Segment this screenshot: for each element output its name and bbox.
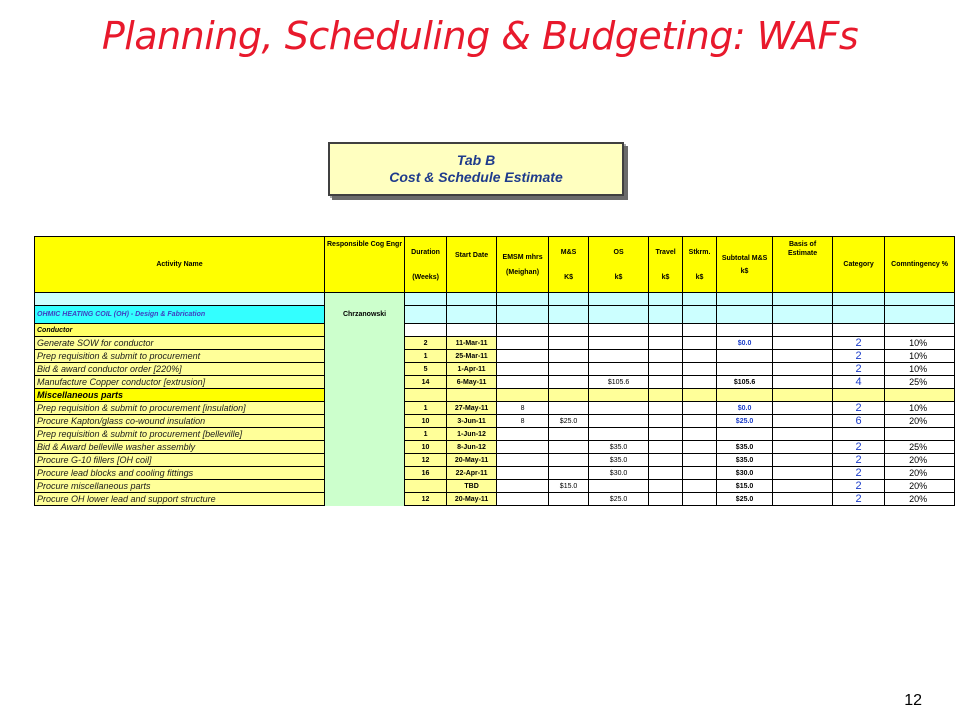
category-cell: 2 xyxy=(833,402,885,415)
travel-cell xyxy=(649,467,683,480)
ms-cell xyxy=(549,402,589,415)
cog-cell xyxy=(325,454,405,467)
start-date-cell: 1-Jun-12 xyxy=(447,428,497,441)
header-cog: Responsible Cog Engr xyxy=(325,237,405,293)
ms-cell xyxy=(549,363,589,376)
ms-cell xyxy=(549,350,589,363)
contingency-cell: 25% xyxy=(885,441,955,454)
contingency-cell: 10% xyxy=(885,402,955,415)
duration-cell xyxy=(405,480,447,493)
header-travel: Travel k$ xyxy=(649,237,683,293)
duration-cell: 5 xyxy=(405,363,447,376)
start-date-cell: 11-Mar-11 xyxy=(447,337,497,350)
stkrm-cell xyxy=(683,376,717,389)
slide-title: Planning, Scheduling & Budgeting: WAFs xyxy=(101,14,859,58)
activity-cell: Manufacture Copper conductor [extrusion] xyxy=(35,376,325,389)
os-cell: $35.0 xyxy=(589,454,649,467)
subtotal-cell: $105.6 xyxy=(717,376,773,389)
activity-cell: Prep requisition & submit to procurement [belleville] xyxy=(35,428,325,441)
start-date-cell: 8-Jun-12 xyxy=(447,441,497,454)
basis-cell xyxy=(773,376,833,389)
basis-cell xyxy=(773,402,833,415)
stkrm-cell xyxy=(683,454,717,467)
duration-cell: 14 xyxy=(405,376,447,389)
tab-b-callout xyxy=(328,142,624,196)
contingency-cell: 20% xyxy=(885,415,955,428)
emsm-cell xyxy=(497,493,549,506)
category-cell: 6 xyxy=(833,415,885,428)
subtotal-cell xyxy=(717,363,773,376)
category-cell xyxy=(833,428,885,441)
subtotal-cell xyxy=(717,428,773,441)
duration-cell: 10 xyxy=(405,441,447,454)
basis-cell xyxy=(773,428,833,441)
basis-cell xyxy=(773,454,833,467)
activity-cell: Procure OH lower lead and support structure xyxy=(35,493,325,506)
cog-cell xyxy=(325,493,405,506)
header-category: Category xyxy=(833,237,885,293)
contingency-cell: 20% xyxy=(885,467,955,480)
ms-cell xyxy=(549,454,589,467)
basis-cell xyxy=(773,415,833,428)
category-cell: 2 xyxy=(833,467,885,480)
header-stkrm: Stkrm. k$ xyxy=(683,237,717,293)
cog-cell xyxy=(325,467,405,480)
category-cell: 2 xyxy=(833,480,885,493)
contingency-cell xyxy=(885,428,955,441)
ms-cell xyxy=(549,337,589,350)
contingency-cell: 10% xyxy=(885,363,955,376)
page-number: 12 xyxy=(904,692,922,709)
duration-cell: 2 xyxy=(405,337,447,350)
stkrm-cell xyxy=(683,337,717,350)
travel-cell xyxy=(649,337,683,350)
activity-cell: Procure miscellaneous parts xyxy=(35,480,325,493)
travel-cell xyxy=(649,376,683,389)
os-cell: $35.0 xyxy=(589,441,649,454)
table-row xyxy=(35,337,955,350)
contingency-cell: 10% xyxy=(885,350,955,363)
stkrm-cell xyxy=(683,480,717,493)
start-date-cell: 20-May-11 xyxy=(447,454,497,467)
emsm-cell xyxy=(497,441,549,454)
os-cell xyxy=(589,363,649,376)
start-date-cell: 6-May-11 xyxy=(447,376,497,389)
ms-cell: $25.0 xyxy=(549,415,589,428)
table-row xyxy=(35,363,955,376)
section-conductor xyxy=(35,324,955,337)
basis-cell xyxy=(773,480,833,493)
subtotal-cell: $35.0 xyxy=(717,454,773,467)
os-cell xyxy=(589,350,649,363)
os-cell: $30.0 xyxy=(589,467,649,480)
header-basis: Basis of Estimate xyxy=(773,237,833,293)
os-cell: $105.6 xyxy=(589,376,649,389)
contingency-cell: 25% xyxy=(885,376,955,389)
ms-cell xyxy=(549,441,589,454)
spacer-row xyxy=(35,293,955,306)
cog-cell xyxy=(325,350,405,363)
os-cell: $25.0 xyxy=(589,493,649,506)
section-misc xyxy=(35,389,955,402)
emsm-cell: 8 xyxy=(497,402,549,415)
ms-cell xyxy=(549,467,589,480)
cog-cell xyxy=(325,480,405,493)
callout-line2: Cost & Schedule Estimate xyxy=(389,169,563,185)
duration-cell: 1 xyxy=(405,350,447,363)
os-cell xyxy=(589,415,649,428)
stkrm-cell xyxy=(683,350,717,363)
header-activity: Activity Name xyxy=(35,237,325,293)
travel-cell xyxy=(649,415,683,428)
travel-cell xyxy=(649,428,683,441)
emsm-cell xyxy=(497,350,549,363)
project-row xyxy=(35,306,955,324)
os-cell xyxy=(589,337,649,350)
ms-cell: $15.0 xyxy=(549,480,589,493)
subtotal-cell xyxy=(717,350,773,363)
start-date-cell: 20-May-11 xyxy=(447,493,497,506)
start-date-cell: 1-Apr-11 xyxy=(447,363,497,376)
activity-cell: Generate SOW for conductor xyxy=(35,337,325,350)
travel-cell xyxy=(649,402,683,415)
header-contingency: Comntingency % xyxy=(885,237,955,293)
emsm-cell xyxy=(497,337,549,350)
os-cell xyxy=(589,480,649,493)
emsm-cell xyxy=(497,467,549,480)
table-row xyxy=(35,480,955,493)
activity-cell: Prep requisition & submit to procurement xyxy=(35,350,325,363)
cog-cell xyxy=(325,415,405,428)
stkrm-cell xyxy=(683,415,717,428)
duration-cell: 1 xyxy=(405,428,447,441)
table-row xyxy=(35,428,955,441)
subtotal-cell: $0.0 xyxy=(717,402,773,415)
cog-cell xyxy=(325,337,405,350)
contingency-cell: 10% xyxy=(885,337,955,350)
basis-cell xyxy=(773,493,833,506)
duration-cell: 12 xyxy=(405,454,447,467)
start-date-cell: 27-May-11 xyxy=(447,402,497,415)
table-row xyxy=(35,376,955,389)
travel-cell xyxy=(649,350,683,363)
cog-cell xyxy=(325,441,405,454)
category-cell: 2 xyxy=(833,441,885,454)
table-row xyxy=(35,454,955,467)
emsm-cell xyxy=(497,376,549,389)
table-row xyxy=(35,415,955,428)
travel-cell xyxy=(649,493,683,506)
header-duration: Duration (Weeks) xyxy=(405,237,447,293)
travel-cell xyxy=(649,480,683,493)
duration-cell: 16 xyxy=(405,467,447,480)
header-os: OS k$ xyxy=(589,237,649,293)
start-date-cell: TBD xyxy=(447,480,497,493)
category-cell: 2 xyxy=(833,337,885,350)
stkrm-cell xyxy=(683,363,717,376)
os-cell xyxy=(589,402,649,415)
basis-cell xyxy=(773,350,833,363)
activity-cell: Bid & Award belleville washer assembly xyxy=(35,441,325,454)
cog-cell xyxy=(325,376,405,389)
subtotal-cell: $35.0 xyxy=(717,441,773,454)
cog-cell xyxy=(325,363,405,376)
duration-cell: 10 xyxy=(405,415,447,428)
subtotal-cell: $25.0 xyxy=(717,493,773,506)
header-row xyxy=(35,237,955,293)
table-row xyxy=(35,402,955,415)
ms-cell xyxy=(549,493,589,506)
basis-cell xyxy=(773,441,833,454)
header-subtotal: Subtotal M&S k$ xyxy=(717,237,773,293)
stkrm-cell xyxy=(683,467,717,480)
header-ms: M&S K$ xyxy=(549,237,589,293)
stkrm-cell xyxy=(683,428,717,441)
ms-cell xyxy=(549,428,589,441)
travel-cell xyxy=(649,363,683,376)
category-cell: 2 xyxy=(833,493,885,506)
subtotal-cell: $0.0 xyxy=(717,337,773,350)
subtotal-cell: $30.0 xyxy=(717,467,773,480)
stkrm-cell xyxy=(683,493,717,506)
os-cell xyxy=(589,428,649,441)
emsm-cell xyxy=(497,428,549,441)
emsm-cell: 8 xyxy=(497,415,549,428)
start-date-cell: 25-Mar-11 xyxy=(447,350,497,363)
activity-cell: Procure Kapton/glass co-wound insulation xyxy=(35,415,325,428)
category-cell: 2 xyxy=(833,350,885,363)
category-cell: 2 xyxy=(833,454,885,467)
activity-cell: Prep requisition & submit to procurement [insulation] xyxy=(35,402,325,415)
table-row xyxy=(35,441,955,454)
ms-cell xyxy=(549,376,589,389)
basis-cell xyxy=(773,467,833,480)
table-row xyxy=(35,350,955,363)
stkrm-cell xyxy=(683,441,717,454)
header-emsm: EMSM mhrs (Meighan) xyxy=(497,237,549,293)
basis-cell xyxy=(773,337,833,350)
stkrm-cell xyxy=(683,402,717,415)
callout-line1: Tab B xyxy=(456,152,496,168)
travel-cell xyxy=(649,441,683,454)
contingency-cell: 20% xyxy=(885,493,955,506)
project-cog: Chrzanowski xyxy=(325,306,405,324)
emsm-cell xyxy=(497,454,549,467)
activity-cell: Procure lead blocks and cooling fittings xyxy=(35,467,325,480)
subtotal-cell: $25.0 xyxy=(717,415,773,428)
table-row xyxy=(35,493,955,506)
cost-schedule-table xyxy=(34,236,955,506)
activity-cell: Procure G-10 fillers [OH coil] xyxy=(35,454,325,467)
contingency-cell: 20% xyxy=(885,480,955,493)
emsm-cell xyxy=(497,480,549,493)
category-cell: 4 xyxy=(833,376,885,389)
basis-cell xyxy=(773,363,833,376)
cog-cell xyxy=(325,428,405,441)
section-misc-label: Miscellaneous parts xyxy=(35,389,325,402)
category-cell: 2 xyxy=(833,363,885,376)
subtotal-cell: $15.0 xyxy=(717,480,773,493)
project-name: OHMIC HEATING COIL (OH) - Design & Fabrication xyxy=(35,306,325,324)
travel-cell xyxy=(649,454,683,467)
emsm-cell xyxy=(497,363,549,376)
start-date-cell: 3-Jun-11 xyxy=(447,415,497,428)
section-conductor-label: Conductor xyxy=(35,324,325,337)
activity-cell: Bid & award conductor order [220%] xyxy=(35,363,325,376)
table-row xyxy=(35,467,955,480)
duration-cell: 1 xyxy=(405,402,447,415)
header-start: Start Date xyxy=(447,237,497,293)
duration-cell: 12 xyxy=(405,493,447,506)
start-date-cell: 22-Apr-11 xyxy=(447,467,497,480)
contingency-cell: 20% xyxy=(885,454,955,467)
cog-cell xyxy=(325,402,405,415)
